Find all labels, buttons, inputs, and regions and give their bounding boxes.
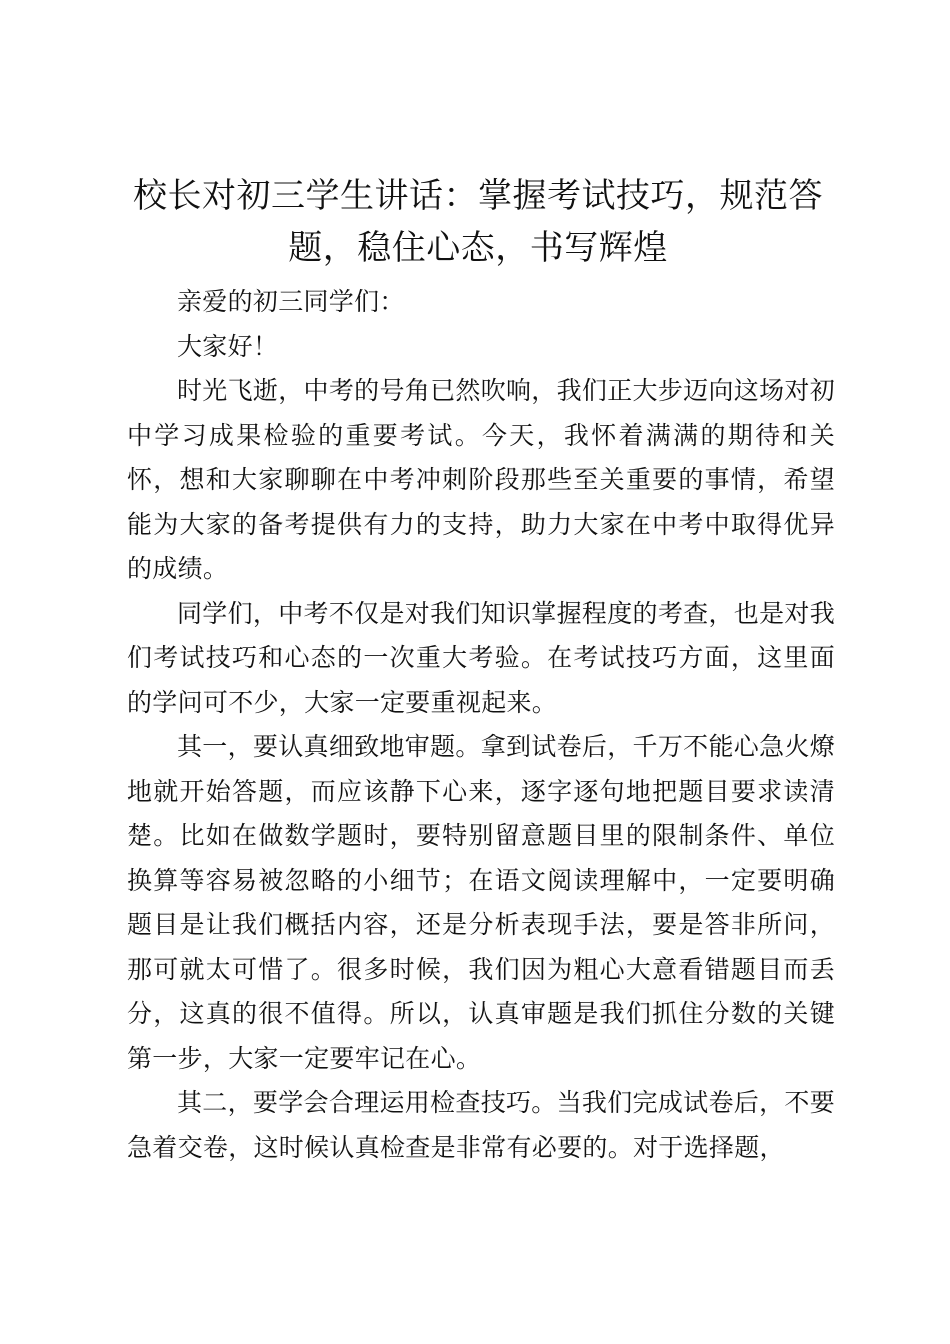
paragraph-point-one: 其一，要认真细致地审题。拿到试卷后，千万不能心急火燎地就开始答题，而应该静下心来，逐字逐句地把题目要求读清楚。比如在做数学题时，要特别留意题目里的限制条件、单位换算等容易被忽略的小细节；在语文阅读理解中，一定要明确题目是让我们概括内容，还是分析表现手法，要是答非所问，那可就太可惜了。很多时候，我们因为粗心大意看错题目而丢分，这真的很不值得。所以，认真审题是我们抓住分数的关键第一步，大家一定要牢记在心。	[127, 732, 835, 1073]
paragraph-intro: 时光飞逝，中考的号角已然吹响，我们正大步迈向这场对初中学习成果检验的重要考试。今天，我怀着满满的期待和关怀，想和大家聊聊在中考冲刺阶段那些至关重要的事情，希望能为大家的备考提供有力的支持，助力大家在中考中取得优异的成绩。	[127, 376, 835, 583]
paragraph-exam-skills: 同学们，中考不仅是对我们知识掌握程度的考查，也是对我们考试技巧和心态的一次重大考验。在考试技巧方面，这里面的学问可不少，大家一定要重视起来。	[127, 598, 835, 717]
paragraph-point-two: 其二，要学会合理运用检查技巧。当我们完成试卷后，不要急着交卷，这时候认真检查是非常有必要的。对于选择题，	[127, 1088, 835, 1162]
greeting: 大家好！	[177, 331, 279, 361]
salutation: 亲爱的初三同学们：	[177, 287, 405, 316]
document-body	[127, 280, 835, 1170]
document-title: 校长对初三学生讲话：掌握考试技巧，规范答题，稳住心态，书写辉煌	[133, 176, 823, 268]
